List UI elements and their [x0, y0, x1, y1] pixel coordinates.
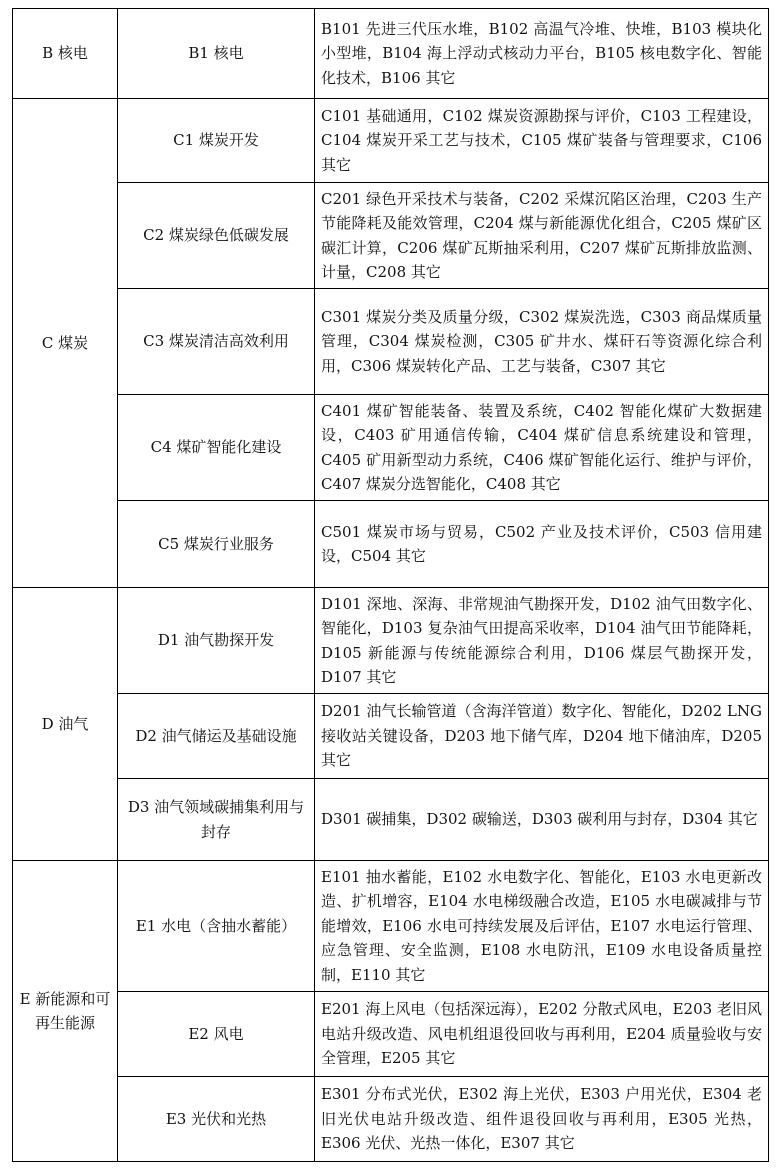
- detail-cell: D301 碳捕集，D302 碳输送，D303 碳利用与封存，D304 其它: [315, 779, 769, 861]
- subcategory-cell: E3 光伏和光热: [118, 1077, 315, 1162]
- table-row: [13, 861, 769, 992]
- detail-cell: C301 煤炭分类及质量分级，C302 煤炭洗选，C303 商品煤质量管理，C304 煤炭检测，C305 矿井水、煤矸石等资源化综合利用，C306 煤炭转化产品、工艺与装备，C307 其它: [315, 289, 769, 395]
- detail-cell: E301 分布式光伏，E302 海上光伏，E303 户用光伏，E304 老旧光伏电站升级改造、组件退役回收与再利用，E305 光热，E306 光伏、光热一体化，E307 其它: [315, 1077, 769, 1162]
- table-row: [13, 779, 769, 861]
- table-row: [13, 183, 769, 289]
- detail-cell: C101 基础通用，C102 煤炭资源勘探与评价，C103 工程建设，C104 煤炭开采工艺与技术，C105 煤矿装备与管理要求，C106 其它: [315, 99, 769, 183]
- subcategory-cell: D2 油气储运及基础设施: [118, 694, 315, 779]
- table-row: [13, 99, 769, 183]
- category-cell: B 核电: [13, 9, 118, 99]
- subcategory-cell: B1 核电: [118, 9, 315, 99]
- detail-cell: E201 海上风电（包括深远海），E202 分散式风电，E203 老旧风电站升级改造、风电机组退役回收与再利用，E204 质量验收与安全管理，E205 其它: [315, 992, 769, 1077]
- detail-cell: D101 深地、深海、非常规油气勘探开发，D102 油气田数字化、智能化，D103 复杂油气田提高采收率，D104 油气田节能降耗，D105 新能源与传统能源综合利用，D106 煤层气勘探开发，D107 其它: [315, 588, 769, 694]
- table-row: [13, 289, 769, 395]
- subcategory-cell: C3 煤炭清洁高效利用: [118, 289, 315, 395]
- table-row: [13, 694, 769, 779]
- subcategory-cell: E2 风电: [118, 992, 315, 1077]
- detail-cell: B101 先进三代压水堆，B102 高温气冷堆、快堆，B103 模块化小型堆，B104 海上浮动式核动力平台，B105 核电数字化、智能化技术，B106 其它: [315, 9, 769, 99]
- detail-cell: C401 煤矿智能装备、装置及系统，C402 智能化煤矿大数据建设，C403 矿用通信传输，C404 煤矿信息系统建设和管理，C405 矿用新型动力系统，C406 煤矿智能化运行、维护与评价，C407 煤炭分选智能化，C408 其它: [315, 395, 769, 501]
- subcategory-cell: E1 水电（含抽水蓄能）: [118, 861, 315, 992]
- classification-table: [12, 8, 769, 1162]
- subcategory-cell: C1 煤炭开发: [118, 99, 315, 183]
- table-row: [13, 588, 769, 694]
- table-row: [13, 992, 769, 1077]
- subcategory-cell: C4 煤矿智能化建设: [118, 395, 315, 501]
- subcategory-cell: D3 油气领域碳捕集利用与封存: [118, 779, 315, 861]
- subcategory-cell: C5 煤炭行业服务: [118, 501, 315, 588]
- table-row: [13, 9, 769, 99]
- detail-cell: C201 绿色开采技术与装备，C202 采煤沉陷区治理，C203 生产节能降耗及能效管理，C204 煤与新能源优化组合，C205 煤矿区碳汇计算，C206 煤矿瓦斯抽采利用，C207 煤矿瓦斯排放监测、计量，C208 其它: [315, 183, 769, 289]
- subcategory-cell: D1 油气勘探开发: [118, 588, 315, 694]
- table-row: [13, 395, 769, 501]
- table-row: [13, 1077, 769, 1162]
- subcategory-cell: C2 煤炭绿色低碳发展: [118, 183, 315, 289]
- category-cell: D 油气: [13, 588, 118, 861]
- detail-cell: E101 抽水蓄能，E102 水电数字化、智能化，E103 水电更新改造、扩机增容，E104 水电梯级融合改造，E105 水电碳减排与节能增效，E106 水电可持续发展及后评估，E107 水电运行管理、应急管理、安全监测，E108 水电防汛，E109 水电设备质量控制，E110 其它: [315, 861, 769, 992]
- table-row: [13, 501, 769, 588]
- category-cell: C 煤炭: [13, 99, 118, 588]
- category-cell: E 新能源和可再生能源: [13, 861, 118, 1162]
- detail-cell: C501 煤炭市场与贸易，C502 产业及技术评价，C503 信用建设，C504 其它: [315, 501, 769, 588]
- detail-cell: D201 油气长输管道（含海洋管道）数字化、智能化，D202 LNG 接收站关键设备，D203 地下储气库，D204 地下储油库，D205 其它: [315, 694, 769, 779]
